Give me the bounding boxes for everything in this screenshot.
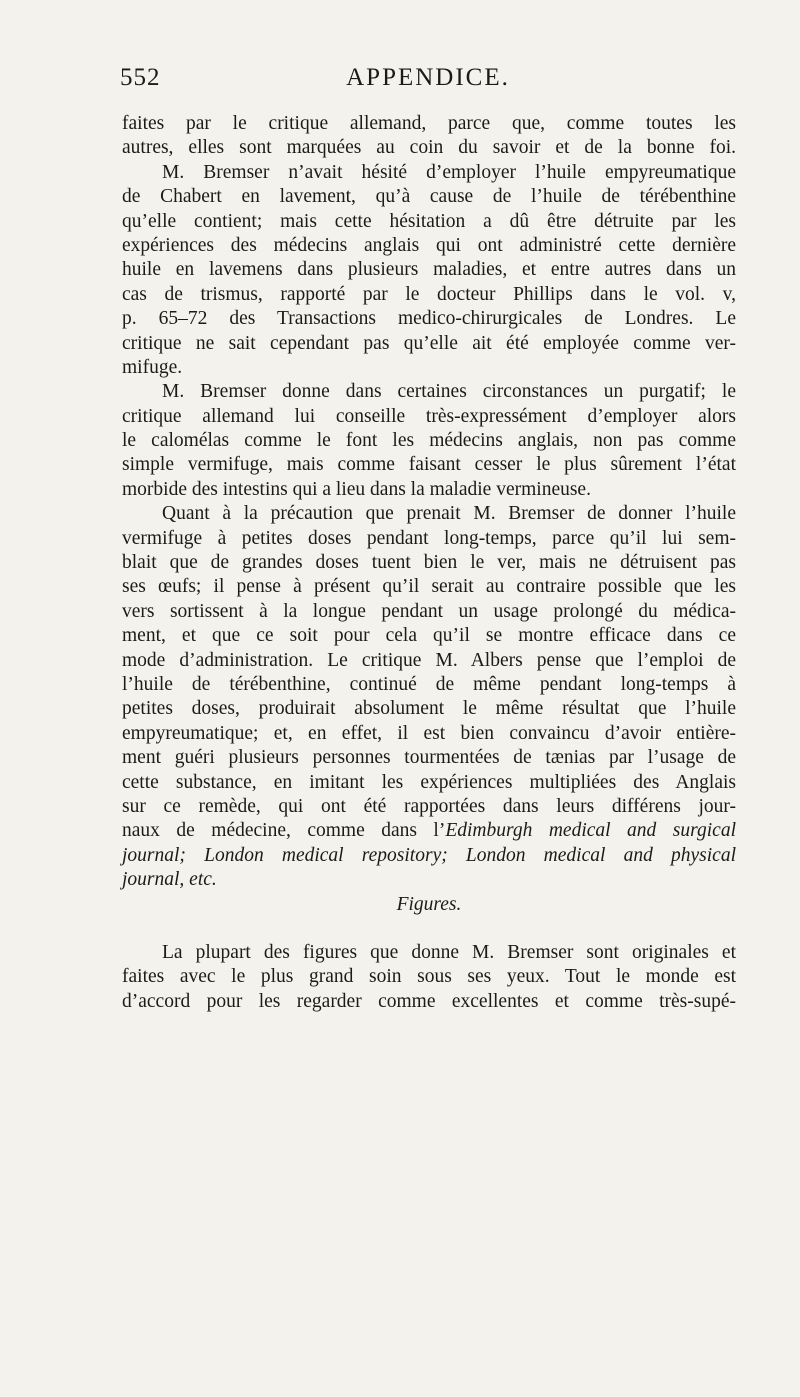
text-line: La plupart des figures que donne M. Bremser sont originales et xyxy=(162,941,736,963)
section-heading: Figures. xyxy=(396,893,462,915)
text-line: huile en lavemens dans plusieurs maladies, et entre autres dans un xyxy=(122,259,736,281)
text-line xyxy=(122,844,736,868)
page-number: 552 xyxy=(120,64,161,91)
text-line: sur ce remède, qui ont été rapportées dans leurs différens jour- xyxy=(122,795,736,817)
journal-title-italic: journal; London medical repository; London medical and physical xyxy=(122,844,736,866)
text-line: cette substance, en imitant les expériences multipliées des Anglais xyxy=(122,771,736,793)
text-line: autres, elles sont marquées au coin du savoir et de la bonne foi. xyxy=(122,137,736,159)
text-line: petites doses, produirait absolument le même résultat que l’huile xyxy=(122,698,736,720)
page-header xyxy=(120,64,736,100)
text-line: p. 65–72 des Transactions medico-chirurgicales de Londres. Le xyxy=(122,308,736,330)
journal-title-italic: Edimburgh medical and surgical xyxy=(445,820,736,842)
text-line: cas de trismus, rapporté par le docteur Phillips dans le vol. v, xyxy=(122,283,736,305)
text-line: simple vermifuge, mais comme faisant cesser le plus sûrement l’état xyxy=(122,454,736,476)
text-line: naux de médecine, comme dans l’Edimburgh medical and surgical xyxy=(122,820,736,842)
running-title: APPENDICE. xyxy=(346,64,510,91)
text-line: critique allemand lui conseille très-expressément d’employer alors xyxy=(122,405,736,427)
text-line: M. Bremser n’avait hésité d’employer l’huile empyreumatique xyxy=(162,161,736,183)
text-line: faites avec le plus grand soin sous ses yeux. Tout le monde est xyxy=(122,966,736,988)
text-line: de Chabert en lavement, qu’à cause de l’huile de térébenthine xyxy=(122,186,736,208)
text-line: empyreumatique; et, en effet, il est bien convaincu d’avoir entière- xyxy=(122,722,736,744)
text-line: vers sortissent à la longue pendant un usage prolongé du médica- xyxy=(122,600,736,622)
text-line: expériences des médecins anglais qui ont administré cette dernière xyxy=(122,234,736,256)
text-line: mifuge. xyxy=(122,356,183,378)
text-line: critique ne sait cependant pas qu’elle ait été employée comme ver- xyxy=(122,332,736,354)
text-line: morbide des intestins qui a lieu dans la maladie vermineuse. xyxy=(122,478,591,500)
text-line: Quant à la précaution que prenait M. Bremser de donner l’huile xyxy=(162,503,736,525)
text-line: l’huile de térébenthine, continué de même pendant long-temps à xyxy=(122,673,736,695)
text-line: faites par le critique allemand, parce que, comme toutes les xyxy=(122,113,736,134)
text-line: M. Bremser donne dans certaines circonstances un purgatif; le xyxy=(162,381,736,403)
text-line: le calomélas comme le font les médecins anglais, non pas comme xyxy=(122,430,736,452)
body-text xyxy=(122,112,736,1014)
text-line: vermifuge à petites doses pendant long-temps, parce qu’il lui sem- xyxy=(122,527,736,549)
section-spacer xyxy=(122,917,736,941)
text-line: ment guéri plusieurs personnes tourmentées de tænias par l’usage de xyxy=(122,747,736,769)
text-line: qu’elle contient; mais cette hésitation a dû être détruite par les xyxy=(122,210,736,232)
text-line xyxy=(122,868,736,892)
journal-title-italic: journal, etc. xyxy=(122,869,217,891)
text-line: mode d’administration. Le critique M. Albers pense que l’emploi de xyxy=(122,649,736,671)
text-line: ses œufs; il pense à présent qu’il serait au contraire possible que les xyxy=(122,576,736,598)
text-line: blait que de grandes doses tuent bien le ver, mais ne détruisent pas xyxy=(122,552,736,574)
text-line: ment, et que ce soit pour cela qu’il se montre efficace dans ce xyxy=(122,625,736,647)
text-line: d’accord pour les regarder comme excellentes et comme très-supé- xyxy=(122,990,736,1012)
